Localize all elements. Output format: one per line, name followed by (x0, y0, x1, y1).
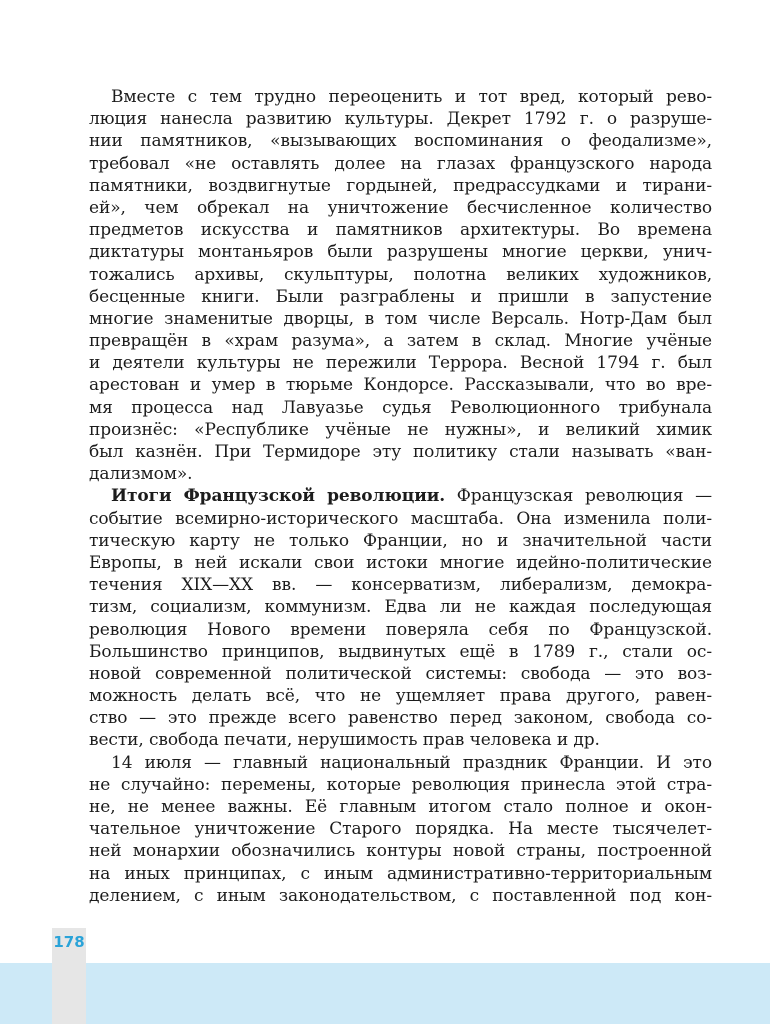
text-line: и деятели культуры не пережили Террора. Весной 1794 г. был (89, 353, 712, 374)
text-line: мя процесса над Лавуазье судья Революционного трибунала (89, 397, 712, 418)
text-line: не, не менее важны. Её главным итогом стало полное и окон- (89, 797, 712, 817)
text-line: на иных принципах, с иным административно-территориальным (89, 863, 712, 884)
text-line: превращён в «храм разума», а затем в склад. Многие учёные (89, 331, 712, 352)
text-line: можность делать всё, что не ущемляет права другого, равен- (89, 686, 712, 707)
text-line: люция нанесла развитию культуры. Декрет 1792 г. о разруше- (89, 109, 712, 130)
text-line: бесценные книги. Были разграблены и пришли в запустение (89, 286, 712, 307)
text-run: Французская революция — (445, 486, 712, 507)
bottom-decorative-band (0, 963, 770, 1024)
text-line: тическую карту не только Франции, но и значительной части (89, 530, 712, 551)
text-line: вести, свобода печати, нерушимость прав человека и др. (89, 730, 600, 751)
section-heading: Итоги Французской революции. (111, 486, 446, 507)
text-line: не случайно: перемены, которые революция принесла этой стра- (89, 774, 712, 795)
paragraph-culture-damage (89, 86, 712, 485)
text-line: тизм, социализм, коммунизм. Едва ли не каждая последующая (89, 597, 712, 618)
text-line: 14 июля — главный национальный праздник Франции. И это (111, 752, 712, 773)
paragraph-revolution-results (89, 485, 712, 751)
text-line: делением, с иным законодательством, с поставленной под кон- (89, 885, 712, 906)
text-line: ней монархии обозначились контуры новой страны, построенной (89, 841, 712, 862)
text-line: был казнён. При Термидоре эту политику стали называть «ван- (89, 442, 712, 462)
text-line: новой современной политической системы: свобода — это воз- (89, 663, 712, 684)
text-line: течения XIX—XX вв. — консерватизм, либерализм, демокра- (89, 575, 712, 596)
text-line: событие всемирно-исторического масштаба. Она изменила поли- (89, 508, 712, 529)
text-line: ей», чем обрекал на уничтожение бесчисленное количество (89, 197, 712, 218)
text-line: предметов искусства и памятников архитектуры. Во времена (89, 220, 712, 241)
text-line: ство — это прежде всего равенство перед законом, свобода со- (89, 708, 712, 729)
text-line: Вместе с тем трудно переоценить и тот вред, который рево- (111, 87, 712, 107)
text-line: требовал «не оставлять долее на глазах французского народа (89, 153, 712, 174)
page-number: 178 (53, 933, 85, 951)
text-line: Европы, в ней искали свои истоки многие идейно-политические (89, 552, 712, 573)
text-line: дализмом». (89, 464, 193, 485)
text-line: тожались архивы, скульптуры, полотна великих художников, (89, 264, 712, 285)
paragraph-bastille-day (89, 752, 712, 907)
text-line: нии памятников, «вызывающих воспоминания о феодализме», (89, 131, 712, 152)
text-line: чательное уничтожение Старого порядка. На месте тысячелет- (89, 819, 712, 840)
text-line: многие знаменитые дворцы, в том числе Версаль. Нотр-Дам был (89, 308, 712, 329)
text-line: произнёс: «Республике учёные не нужны», и великий химик (89, 419, 712, 440)
text-line (89, 485, 712, 507)
text-line: памятники, воздвигнутые гордыней, предрассудками и тирани- (89, 175, 712, 196)
text-line: диктатуры монтаньяров были разрушены многие церкви, унич- (89, 242, 712, 263)
page-body-text (89, 86, 712, 907)
text-line: революция Нового времени поверяла себя по Французской. (89, 619, 712, 640)
text-line: Большинство принципов, выдвинутых ещё в 1789 г., стали ос- (89, 641, 712, 662)
text-line: арестован и умер в тюрьме Кондорсе. Рассказывали, что во вре- (89, 375, 712, 396)
